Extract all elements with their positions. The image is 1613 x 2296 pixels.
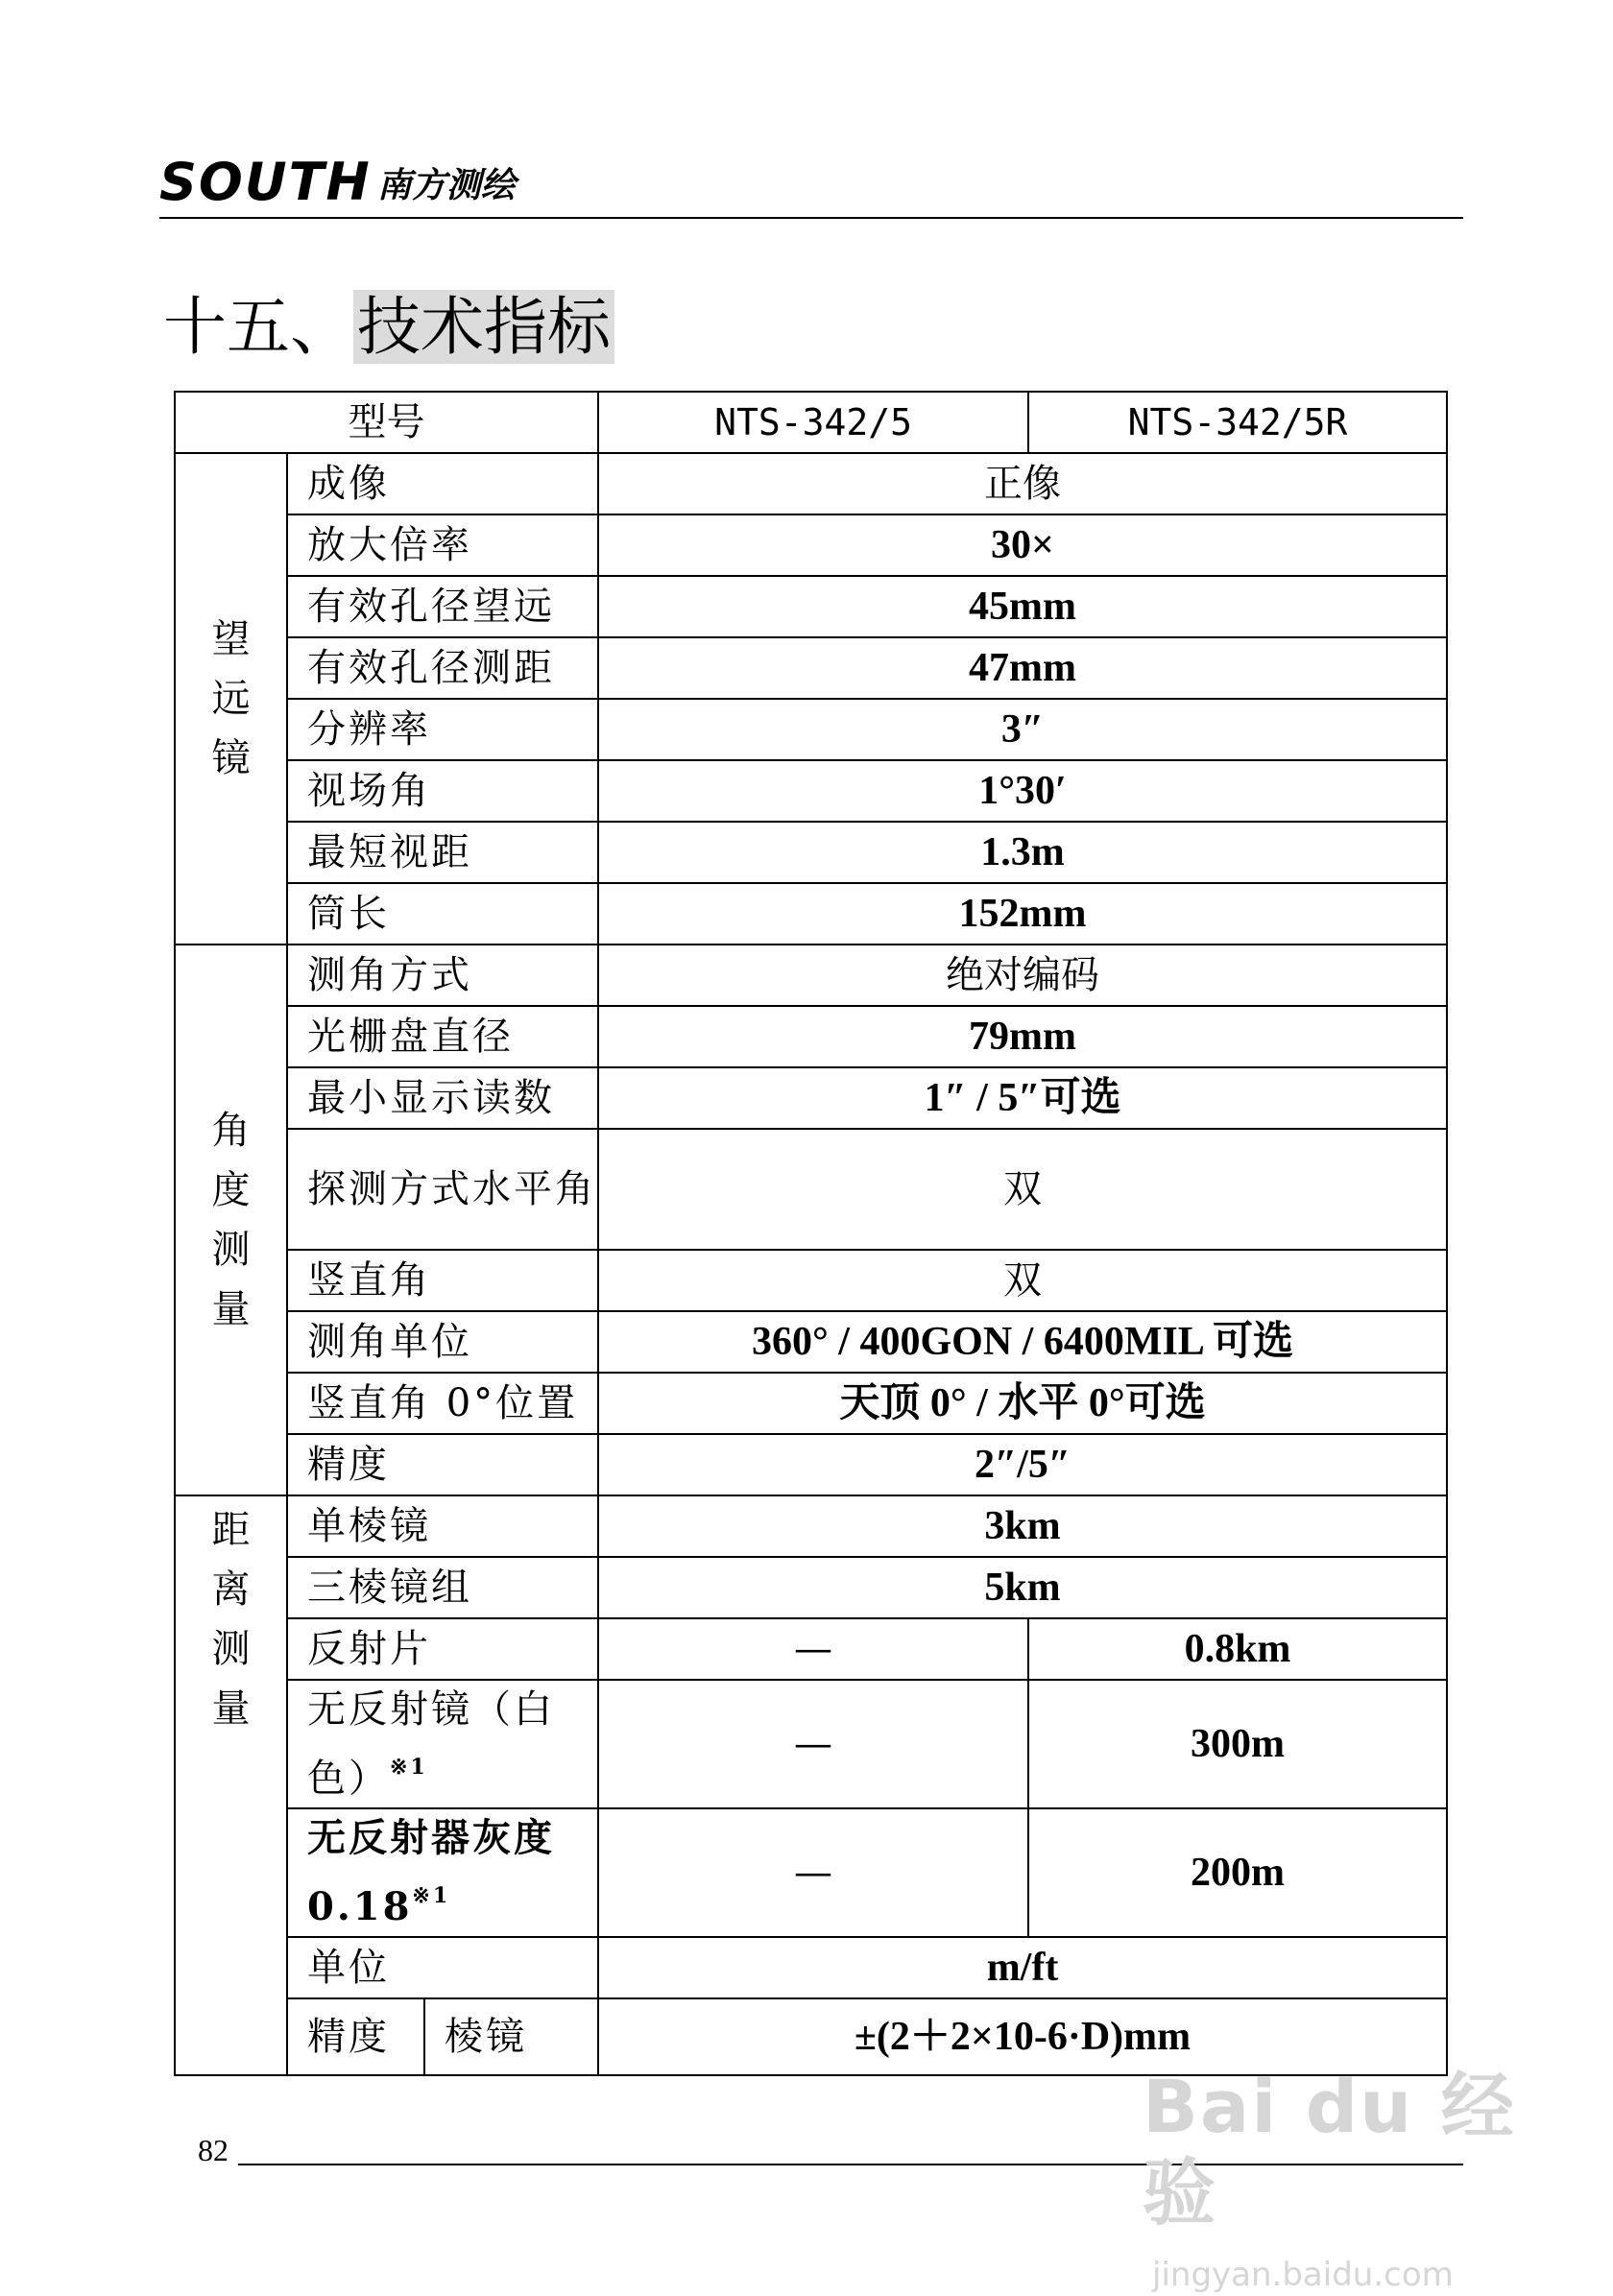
row-value: 79mm — [598, 1006, 1447, 1067]
table-row — [175, 453, 1447, 514]
row-value-model-a: — — [598, 1680, 1028, 1808]
model-b-header: NTS-342/5R — [1028, 392, 1447, 453]
table-row — [175, 760, 1447, 822]
row-label: 光栅盘直径 — [287, 1006, 598, 1067]
row-value: 152mm — [598, 883, 1447, 945]
section-title — [163, 284, 614, 371]
row-value: 1.3m — [598, 822, 1447, 883]
row-label: 成像 — [287, 453, 598, 514]
row-sublabel: 棱镜 — [424, 1998, 598, 2075]
row-value: 双 — [598, 1129, 1447, 1250]
row-label: 竖直角 0°位置 — [287, 1373, 598, 1434]
table-row — [175, 1434, 1447, 1495]
table-row — [175, 1808, 1447, 1937]
row-value-model-a: — — [598, 1808, 1028, 1937]
section-title-highlight: 技术指标 — [353, 290, 614, 364]
row-value: 3″ — [598, 699, 1447, 760]
table-header-row — [175, 392, 1447, 453]
row-label: 分辨率 — [287, 699, 598, 760]
row-value: 绝对编码 — [598, 945, 1447, 1006]
row-label: 筒长 — [287, 883, 598, 945]
row-label: 单位 — [287, 1937, 598, 1998]
row-value-model-b: 0.8km — [1028, 1618, 1447, 1680]
footnote-mark: ※1 — [412, 1883, 451, 1908]
row-label: 视场角 — [287, 760, 598, 822]
logo-south-text: SOUTH — [159, 152, 372, 212]
page-number: 82 — [198, 2133, 229, 2167]
row-value: 1°30′ — [598, 760, 1447, 822]
category-telescope: 望远镜 — [175, 453, 287, 945]
category-angle: 角度测量 — [175, 945, 287, 1495]
table-row — [175, 1129, 1447, 1250]
row-value-model-b: 300m — [1028, 1680, 1447, 1808]
row-value: ±(2＋2×10-6·D)mm — [598, 1998, 1447, 2075]
table-row — [175, 699, 1447, 760]
row-label: 无反射镜（白色）$^{※1}$ — [287, 1680, 598, 1808]
row-label: 测角单位 — [287, 1311, 598, 1373]
row-label: 精度 — [287, 1434, 598, 1495]
table-row — [175, 883, 1447, 945]
watermark-url: jingyan.baidu.com — [1152, 2256, 1454, 2294]
row-value: 2″/5″ — [598, 1434, 1447, 1495]
spec-table — [174, 391, 1448, 2076]
row-label: 有效孔径望远 — [287, 576, 598, 637]
row-label: 单棱镜 — [287, 1495, 598, 1557]
row-label: 三棱镜组 — [287, 1557, 598, 1618]
row-value-model-a: — — [598, 1618, 1028, 1680]
table-row — [175, 1373, 1447, 1434]
row-label: 反射片 — [287, 1618, 598, 1680]
row-label: 精度 — [287, 1998, 424, 2075]
table-row — [175, 576, 1447, 637]
table-row — [175, 822, 1447, 883]
table-row — [175, 1311, 1447, 1373]
south-logo — [159, 154, 516, 211]
row-label: 最短视距 — [287, 822, 598, 883]
footnote-mark: ※1 — [390, 1755, 428, 1780]
row-label: 最小显示读数 — [287, 1067, 598, 1129]
section-title-prefix: 十五、 — [163, 290, 353, 364]
table-row — [175, 514, 1447, 576]
row-value: 天顶 0° / 水平 0°可选 — [598, 1373, 1447, 1434]
row-value: 30× — [598, 514, 1447, 576]
row-label: 有效孔径测距 — [287, 637, 598, 699]
table-row — [175, 1495, 1447, 1557]
table-row — [175, 1557, 1447, 1618]
row-value-model-b: 200m — [1028, 1808, 1447, 1937]
category-distance: 距离测量 — [175, 1495, 287, 2075]
logo-chinese-text: 南方测绘 — [376, 166, 516, 205]
row-value: 45mm — [598, 576, 1447, 637]
table-row — [175, 1618, 1447, 1680]
row-label: 探测方式水平角 — [287, 1129, 598, 1250]
header-divider — [159, 217, 1463, 219]
table-row — [175, 1680, 1447, 1808]
table-row — [175, 945, 1447, 1006]
table-row — [175, 637, 1447, 699]
row-value: 360° / 400GON / 6400MIL 可选 — [598, 1311, 1447, 1373]
row-value: m/ft — [598, 1937, 1447, 1998]
row-label: 放大倍率 — [287, 514, 598, 576]
row-value: 5km — [598, 1557, 1447, 1618]
row-label: 无反射器灰度 0.18$^{※1}$ — [287, 1808, 598, 1937]
row-label: 测角方式 — [287, 945, 598, 1006]
table-row — [175, 1006, 1447, 1067]
row-value: 1″ / 5″可选 — [598, 1067, 1447, 1129]
table-row — [175, 1067, 1447, 1129]
row-label: 竖直角 — [287, 1250, 598, 1311]
watermark-brand: Bai du 经验 — [1143, 2064, 1516, 2236]
table-row — [175, 1250, 1447, 1311]
row-value: 双 — [598, 1250, 1447, 1311]
baidu-watermark — [1143, 2064, 1527, 2294]
row-value: 3km — [598, 1495, 1447, 1557]
row-value: 47mm — [598, 637, 1447, 699]
model-header-label: 型号 — [175, 392, 598, 453]
model-a-header: NTS-342/5 — [598, 392, 1028, 453]
row-value: 正像 — [598, 453, 1447, 514]
table-row — [175, 1937, 1447, 1998]
